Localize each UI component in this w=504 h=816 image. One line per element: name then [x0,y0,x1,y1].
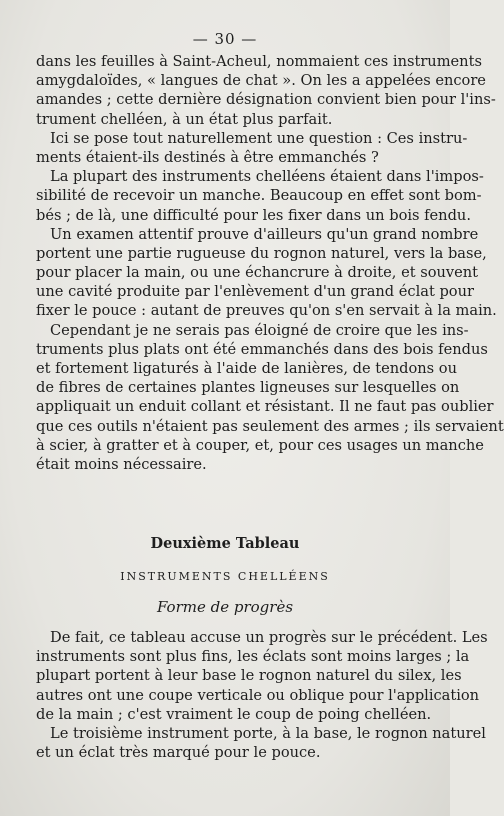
text-line: était moins nécessaire. [36,455,207,473]
text-line: sibilité de recevoir un manche. Beaucoup en effet sont bom- [36,187,482,205]
text-line: De fait, ce tableau accuse un progrès sur le précédent. Les [50,629,488,646]
text-line: et un éclat très marqué pour le pouce. [36,744,321,762]
text-line: amygdaloïdes, « langues de chat ». On les a appelées encore [36,72,486,90]
text-line: fixer le pouce : autant de preuves qu'on s'en servait à la main. [36,302,497,320]
page-number: — 30 — [192,30,258,48]
text-line: appliquait un enduit collant et résistant. Il ne faut pas oublier [36,398,494,416]
section-subheading: INSTRUMENTS CHELLÉENS [120,570,330,583]
text-line: portent une partie rugueuse du rognon naturel, vers la base, [36,244,487,262]
text-line: truments plus plats ont été emmanchés dans des bois fendus [36,340,488,358]
body-text-upper [36,52,504,474]
text-line: bés ; de là, une difficulté pour les fixer dans un bois fendu. [36,206,471,224]
text-line: amandes ; cette dernière désignation convient bien pour l'ins- [36,91,496,109]
text-line: Cependant je ne serais pas éloigné de croire que les ins- [50,321,469,339]
text-line: plupart portent à leur base le rognon naturel du silex, les [36,667,462,685]
section-heading: Deuxième Tableau [150,535,300,552]
text-line: à scier, à gratter et à couper, et, pour ces usages un manche [36,436,484,454]
text-line: dans les feuilles à Saint-Acheul, nommaient ces instruments [36,53,482,70]
text-line: Le troisième instrument porte, à la base, le rognon naturel [50,724,486,742]
text-line: Ici se pose tout naturellement une question : Ces instru- [50,129,468,147]
text-line: de la main ; c'est vraiment le coup de poing chelléen. [36,705,432,723]
section-italic-title: Forme de progrès [156,598,294,616]
body-text-lower [36,628,488,762]
text-line: ments étaient-ils destinés à être emmanchés ? [36,148,379,166]
text-line: trument chelléen, à un état plus parfait. [36,110,333,128]
text-line: autres ont une coupe verticale ou oblique pour l'application [36,686,480,704]
text-line: de fibres de certaines plantes ligneuses sur lesquelles on [36,379,460,397]
text-line: Un examen attentif prouve d'ailleurs qu'un grand nombre [50,225,479,243]
text-line: que ces outils n'étaient pas seulement des armes ; ils servaient [36,417,504,435]
text-line: et fortement ligaturés à l'aide de lanières, de tendons ou [36,360,457,377]
text-line: La plupart des instruments chelléens étaient dans l'impos- [50,168,484,186]
text-line: pour placer la main, ou une échancrure à droite, et souvent [36,264,479,282]
text-line: instruments sont plus fins, les éclats sont moins larges ; la [36,648,470,666]
text-line: une cavité produite par l'enlèvement d'un grand éclat pour [36,283,474,301]
